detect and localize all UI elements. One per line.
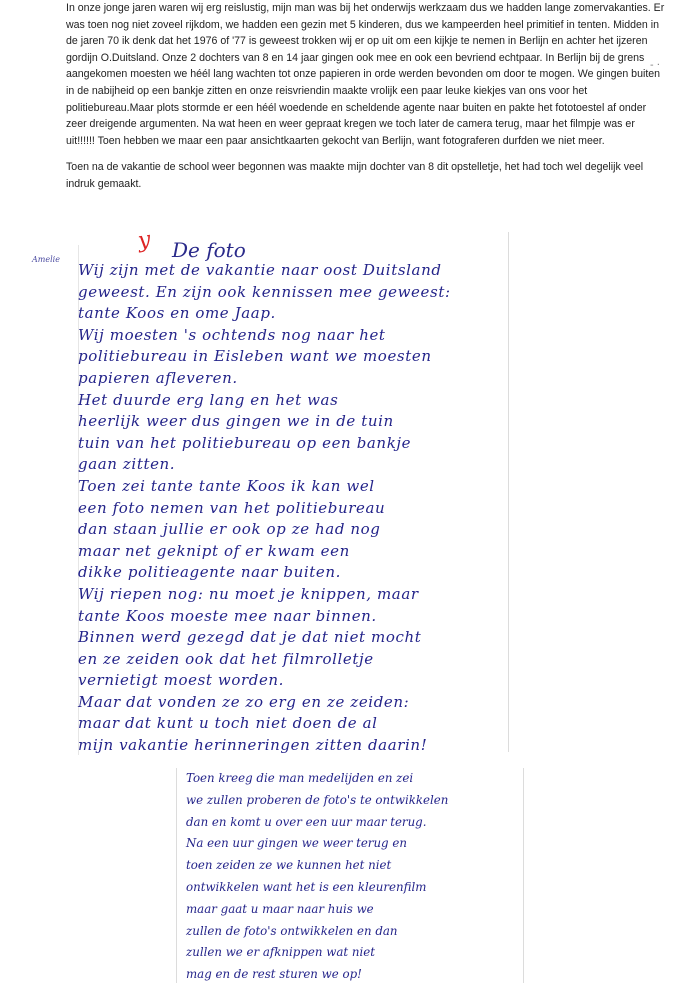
handwritten-line: en ze zeiden ook dat het filmrolletje: [78, 649, 374, 668]
handwritten-line: papieren afleveren.: [78, 368, 238, 387]
handwritten-line: we zullen proberen de foto's te ontwikkelen: [186, 792, 449, 807]
handwritten-line: Maar dat vonden ze zo erg en ze zeiden:: [78, 692, 410, 711]
handwritten-line: heerlijk weer dus gingen we in de tuin: [78, 412, 394, 431]
handwritten-line: maar gaat u maar naar huis we: [186, 901, 374, 916]
handwritten-line: maar dat kunt u toch niet doen de al: [78, 714, 378, 733]
handwritten-line: dikke politieagente naar buiten.: [78, 563, 341, 582]
page-border-right: [508, 232, 509, 752]
second-paragraph: Toen na de vakantie de school weer begonnen was maakte mijn dochter van 8 dit opstelletje, het had toch wel degelijk veel indruk gemaakt.: [66, 161, 644, 190]
handwritten-line: maar net geknipt of er kwam een: [78, 541, 350, 560]
grade-mark: y: [136, 227, 153, 254]
handwritten-line: zullen de foto's ontwikkelen en dan: [186, 923, 398, 938]
handwritten-line: tuin van het politiebureau op een bankje: [78, 433, 412, 452]
handwritten-line: Wij moesten 's ochtends nog naar het: [78, 325, 386, 344]
handwritten-title: De foto: [172, 238, 246, 262]
stray-mark: - ·: [650, 60, 660, 71]
handwritten-line: dan en komt u over een uur maar terug.: [186, 814, 427, 829]
handwritten-essay-continued: [186, 768, 516, 986]
handwritten-line: Na een uur gingen we weer terug en: [186, 836, 407, 851]
handwritten-line: geweest. En zijn ook kennissen mee geweest:: [78, 282, 451, 301]
handwritten-line: gaan zitten.: [78, 455, 176, 474]
handwritten-line: Toen kreeg die man medelijden en zei: [186, 771, 414, 785]
handwritten-line: mag en de rest sturen we op!: [186, 967, 362, 982]
handwritten-line: tante Koos en ome Jaap.: [78, 304, 276, 323]
handwritten-essay: [78, 260, 508, 757]
handwritten-line: vernietigt moest worden.: [78, 671, 285, 690]
intro-paragraph: In onze jonge jaren waren wij erg reislustig, mijn man was bij het onderwijs werkzaam dus we hadden lange zomervakanties. Er was toen nog niet zoveel rijkdom, we hadden een gezin met 5 kinderen, dus we kampeerden heel primitief in tenten. Midden in de jaren 70 ik denk dat het 1976 of '77 is geweest trokken wij er op uit om een kijkje te nemen in Berlijn en achter het ijzeren gordijn O.Duitsland. Onze 2 dochters van 8 en 14 jaar gingen ook mee en ook een bevriend echtpaar. In Berlijn bij de grens aangekomen moesten we héél lang wachten tot onze papieren in orde werden bevonden om door te mogen. We gingen buiten in de nabijheid op een bankje zitten en onze reisvriendin maakte vrolijk een paar leuke kiekjes van ons voor het politiebureau.Maar plots stormde er een héél woedende en scheldende agente naar buiten en pakte het fototoestel af onder zeer dreigende argumenten. Na wat heen en weer gepraat kregen we toch later de camera terug, maar het filmpje was er uit!!!!!! Toen hebben we maar een paar ansichtkaarten gekocht van Berlijn, want fotograferen durfden we niet meer.: [66, 2, 665, 147]
handwritten-line: zullen we er afknippen wat niet: [186, 945, 375, 960]
handwritten-line: toen zeiden ze we kunnen het niet: [186, 858, 392, 873]
handwritten-line: Wij zijn met de vakantie naar oost Duitsland: [78, 261, 442, 279]
handwritten-line: Binnen werd gezegd dat je dat niet mocht: [78, 628, 422, 647]
handwritten-line: dan staan jullie er ook op ze had nog: [78, 520, 381, 539]
handwritten-line: tante Koos moeste mee naar binnen.: [78, 606, 377, 625]
handwritten-line: politiebureau in Eisleben want we moesten: [78, 347, 432, 366]
handwritten-line: een foto nemen van het politiebureau: [78, 498, 386, 517]
typed-text-block: [66, 0, 666, 193]
margin-name: Amelie: [32, 255, 60, 264]
handwritten-line: Wij riepen nog: nu moet je knippen, maar: [78, 584, 419, 603]
handwritten-line: Toen zei tante tante Koos ik kan wel: [78, 476, 375, 495]
handwritten-line: Het duurde erg lang en het was: [78, 390, 339, 409]
handwritten-line: ontwikkelen want het is een kleurenfilm: [186, 879, 427, 894]
handwritten-line: mijn vakantie herinneringen zitten daarin!: [78, 736, 428, 755]
